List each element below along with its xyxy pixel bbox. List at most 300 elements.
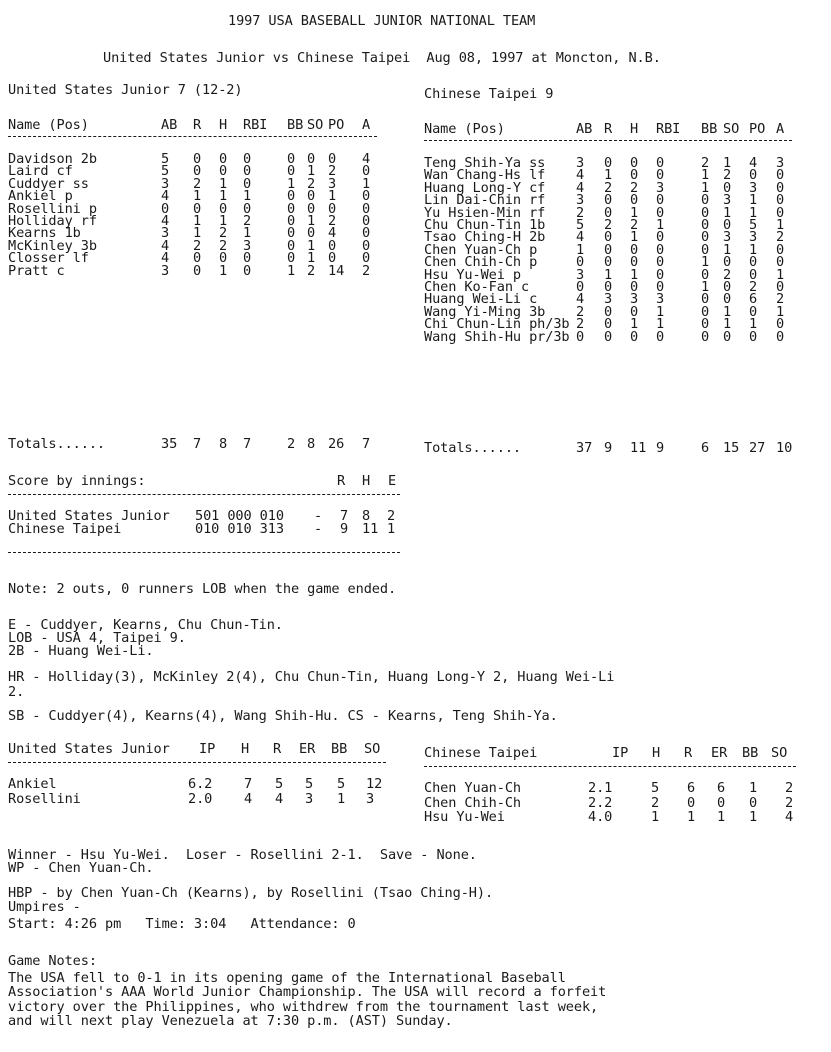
usa-col-header-h: H bbox=[219, 117, 228, 133]
usa-player-rbi: 1 bbox=[243, 188, 252, 205]
tpe-player-r: 0 bbox=[604, 204, 613, 221]
usa-pitching-h: 7 bbox=[244, 776, 253, 792]
usa-player-h: 0 bbox=[219, 163, 228, 180]
usa-player-po: 2 bbox=[328, 163, 337, 180]
usa-pitching-col-so: SO bbox=[364, 741, 381, 757]
usa-player-h: 0 bbox=[219, 200, 228, 217]
usa-player-ab: 3 bbox=[161, 175, 170, 192]
tpe-player-rbi: 0 bbox=[656, 266, 665, 283]
tpe-player-rbi: 0 bbox=[656, 328, 665, 345]
usa-player-r: 2 bbox=[193, 237, 202, 254]
tpe-pitching-er: 0 bbox=[717, 794, 726, 811]
usa-player-ab: 5 bbox=[161, 151, 170, 167]
usa-player-h: 1 bbox=[219, 213, 228, 229]
tpe-player-rbi: 0 bbox=[656, 254, 665, 271]
usa-player-r: 0 bbox=[193, 151, 202, 167]
tpe-pitching-ip: 4.0 bbox=[588, 809, 613, 825]
tpe-player-a: 0 bbox=[776, 328, 785, 345]
tpe-player-rbi: 0 bbox=[656, 279, 665, 295]
usa-pitching-r: 5 bbox=[275, 776, 284, 792]
usa-player-so: 2 bbox=[307, 262, 316, 279]
usa-player-r: 1 bbox=[193, 225, 202, 242]
linescore-hits: 8 bbox=[362, 508, 371, 524]
tpe-player-so: 0 bbox=[723, 217, 732, 233]
tpe-player-h: 0 bbox=[630, 192, 639, 209]
tpe-pitching-bb: 1 bbox=[749, 780, 758, 796]
usa-player-a: 0 bbox=[362, 188, 371, 205]
usa-player-bb: 0 bbox=[287, 213, 296, 229]
tpe-player-bb: 0 bbox=[701, 204, 710, 221]
tpe-pitching-col-er: ER bbox=[711, 745, 728, 761]
usa-player-name: Ankiel p bbox=[8, 188, 73, 205]
detail-homeruns: HR - Holliday(3), McKinley 2(4), Chu Chun-Tin, Huang Long-Y 2, Huang Wei-Li bbox=[8, 669, 615, 685]
usa-player-po: 1 bbox=[328, 188, 337, 205]
tpe-pitching-col-h: H bbox=[652, 745, 661, 761]
usa-player-ab: 4 bbox=[161, 237, 170, 254]
tpe-col-header-a: A bbox=[776, 121, 785, 137]
usa-team-line: United States Junior 7 (12-2) bbox=[8, 82, 243, 98]
tpe-player-bb: 0 bbox=[701, 241, 710, 258]
tpe-player-po: 0 bbox=[749, 167, 758, 184]
usa-player-so: 0 bbox=[307, 225, 316, 242]
linescore-hits: 11 bbox=[362, 521, 379, 537]
usa-totals-label: Totals...... bbox=[8, 436, 106, 452]
tpe-player-ab: 3 bbox=[576, 266, 585, 283]
usa-col-header-po: PO bbox=[328, 117, 345, 133]
tpe-player-rbi: 0 bbox=[656, 155, 665, 171]
tpe-pitching-er: 6 bbox=[717, 780, 726, 796]
usa-player-ab: 0 bbox=[161, 200, 170, 217]
tpe-player-so: 3 bbox=[723, 229, 732, 246]
tpe-player-so: 1 bbox=[723, 316, 732, 333]
tpe-player-a: 0 bbox=[776, 279, 785, 295]
tpe-player-ab: 0 bbox=[576, 254, 585, 271]
detail-doubles: 2B - Huang Wei-Li. bbox=[8, 643, 154, 659]
tpe-player-r: 0 bbox=[604, 155, 613, 171]
game-notes-line-1: The USA fell to 0-1 in its opening game of the International Baseball bbox=[8, 970, 566, 986]
tpe-player-name: Tsao Ching-H 2b bbox=[424, 229, 546, 246]
tpe-team-line: Chinese Taipei 9 bbox=[424, 86, 554, 102]
tpe-player-name: Lin Dai-Chin rf bbox=[424, 192, 546, 209]
tpe-player-so: 1 bbox=[723, 204, 732, 221]
usa-player-po: 4 bbox=[328, 225, 337, 242]
tpe-player-a: 1 bbox=[776, 303, 785, 320]
tpe-player-bb: 1 bbox=[701, 279, 710, 295]
usa-player-h: 2 bbox=[219, 225, 228, 242]
usa-player-r: 0 bbox=[193, 163, 202, 180]
usa-pitching-er: 5 bbox=[305, 776, 314, 792]
usa-player-name: Laird cf bbox=[8, 163, 73, 180]
tpe-pitching-pitcher: Hsu Yu-Wei bbox=[424, 809, 505, 825]
tpe-totals-a: 10 bbox=[776, 440, 793, 456]
tpe-totals-bb: 6 bbox=[701, 440, 710, 456]
tpe-col-header-so: SO bbox=[723, 121, 740, 137]
usa-player-bb: 1 bbox=[287, 175, 296, 192]
usa-col-header-ab: AB bbox=[161, 117, 178, 133]
usa-player-po: 0 bbox=[328, 200, 337, 217]
usa-player-bb: 0 bbox=[287, 200, 296, 217]
usa-pitching-so: 3 bbox=[366, 790, 375, 807]
tpe-player-rbi: 1 bbox=[656, 316, 665, 333]
tpe-player-a: 3 bbox=[776, 155, 785, 171]
usa-player-ab: 4 bbox=[161, 213, 170, 229]
tpe-player-h: 0 bbox=[630, 328, 639, 345]
tpe-pitching-h: 5 bbox=[651, 780, 660, 796]
tpe-pitching-r: 6 bbox=[687, 780, 696, 796]
tpe-player-ab: 4 bbox=[576, 179, 585, 196]
tpe-player-ab: 3 bbox=[576, 192, 585, 209]
tpe-pitching-col-bb: BB bbox=[742, 745, 759, 761]
tpe-pitching-col-r: R bbox=[684, 745, 693, 761]
tpe-player-bb: 2 bbox=[701, 155, 710, 171]
usa-player-name: Cuddyer ss bbox=[8, 175, 89, 192]
tpe-pitching-ip: 2.2 bbox=[588, 794, 613, 811]
tpe-player-r: 3 bbox=[604, 291, 613, 308]
tpe-pitching-er: 1 bbox=[717, 809, 726, 825]
game-notes-line-4: and will next play Venezuela at 7:30 p.m. (AST) Sunday. bbox=[8, 1013, 453, 1029]
tpe-player-bb: 0 bbox=[701, 316, 710, 333]
usa-totals-rbi: 7 bbox=[243, 436, 252, 452]
usa-pitching-er: 3 bbox=[305, 790, 314, 807]
usa-player-a: 1 bbox=[362, 175, 371, 192]
tpe-player-ab: 4 bbox=[576, 291, 585, 308]
usa-totals-so: 8 bbox=[307, 436, 316, 452]
tpe-pitching-col-so: SO bbox=[771, 745, 788, 761]
tpe-player-po: 1 bbox=[749, 192, 758, 209]
tpe-player-h: 2 bbox=[630, 217, 639, 233]
game-notes-heading: Game Notes: bbox=[8, 953, 97, 969]
tpe-player-bb: 0 bbox=[701, 328, 710, 345]
tpe-player-po: 3 bbox=[749, 229, 758, 246]
tpe-player-bb: 0 bbox=[701, 217, 710, 233]
tpe-pitching-r: 1 bbox=[687, 809, 696, 825]
usa-player-bb: 0 bbox=[287, 225, 296, 242]
tpe-player-so: 3 bbox=[723, 192, 732, 209]
tpe-player-bb: 1 bbox=[701, 167, 710, 184]
tpe-pitching-ip: 2.1 bbox=[588, 780, 613, 796]
tpe-totals-r: 9 bbox=[604, 440, 613, 456]
tpe-player-rbi: 0 bbox=[656, 167, 665, 184]
decisions-line: Winner - Hsu Yu-Wei. Loser - Rosellini 2-1. Save - None. bbox=[8, 847, 477, 863]
tpe-player-h: 1 bbox=[630, 204, 639, 221]
tpe-player-name: Chi Chun-Lin ph/3b bbox=[424, 316, 570, 333]
tpe-player-rbi: 1 bbox=[656, 303, 665, 320]
tpe-player-a: 0 bbox=[776, 179, 785, 196]
usa-player-name: Rosellini p bbox=[8, 200, 97, 217]
game-notes-line-3: victory over the Philippines, who withdrew from the tournament last week, bbox=[8, 999, 599, 1015]
usa-player-rbi: 0 bbox=[243, 163, 252, 180]
usa-player-a: 2 bbox=[362, 262, 371, 279]
tpe-totals-so: 15 bbox=[723, 440, 740, 456]
tpe-player-r: 0 bbox=[604, 328, 613, 345]
usa-pitching-bb: 1 bbox=[337, 790, 346, 807]
usa-player-a: 0 bbox=[362, 225, 371, 242]
tpe-player-po: 0 bbox=[749, 303, 758, 320]
usa-player-h: 0 bbox=[219, 151, 228, 167]
linescore-errors: 2 bbox=[387, 508, 396, 524]
tpe-totals-label: Totals...... bbox=[424, 440, 522, 456]
tpe-player-name: Chu Chun-Tin 1b bbox=[424, 217, 546, 233]
tpe-player-name: Wang Yi-Ming 3b bbox=[424, 303, 546, 320]
usa-pitching-col-er: ER bbox=[299, 741, 316, 757]
tpe-player-so: 1 bbox=[723, 155, 732, 171]
tpe-player-po: 3 bbox=[749, 179, 758, 196]
tpe-player-name: Yu Hsien-Min rf bbox=[424, 204, 546, 221]
usa-pitching-r: 4 bbox=[275, 790, 284, 807]
tpe-player-name: Chen Yuan-Ch p bbox=[424, 241, 538, 258]
tpe-player-bb: 0 bbox=[701, 229, 710, 246]
tpe-player-po: 6 bbox=[749, 291, 758, 308]
tpe-player-so: 2 bbox=[723, 266, 732, 283]
usa-player-rbi: 3 bbox=[243, 237, 252, 254]
usa-player-bb: 0 bbox=[287, 163, 296, 180]
tpe-player-po: 1 bbox=[749, 204, 758, 221]
tpe-player-ab: 2 bbox=[576, 204, 585, 221]
tpe-player-ab: 4 bbox=[576, 167, 585, 184]
usa-player-a: 0 bbox=[362, 250, 371, 267]
usa-player-r: 1 bbox=[193, 188, 202, 205]
tpe-player-r: 0 bbox=[604, 316, 613, 333]
umpires-line: Umpires - bbox=[8, 899, 81, 915]
usa-player-a: 0 bbox=[362, 237, 371, 254]
usa-totals-bb: 2 bbox=[287, 436, 296, 452]
tpe-player-r: 0 bbox=[604, 229, 613, 246]
tpe-pitching-rule bbox=[424, 766, 796, 767]
tpe-player-r: 0 bbox=[604, 279, 613, 295]
tpe-player-r: 0 bbox=[604, 241, 613, 258]
linescore-top-rule bbox=[8, 494, 400, 495]
tpe-player-so: 2 bbox=[723, 167, 732, 184]
usa-pitching-team-label: United States Junior bbox=[8, 741, 170, 757]
tpe-player-name: Huang Long-Y cf bbox=[424, 179, 546, 196]
tpe-player-a: 0 bbox=[776, 316, 785, 333]
tpe-player-h: 0 bbox=[630, 155, 639, 171]
tpe-pitching-col-ip: IP bbox=[612, 745, 629, 761]
tpe-player-po: 5 bbox=[749, 217, 758, 233]
usa-player-so: 0 bbox=[307, 188, 316, 205]
linescore-dash: - bbox=[314, 521, 323, 537]
tpe-player-bb: 0 bbox=[701, 291, 710, 308]
linescore-team: United States Junior bbox=[8, 508, 170, 524]
usa-player-name: Closser lf bbox=[8, 250, 89, 267]
usa-totals-r: 7 bbox=[193, 436, 202, 452]
tpe-player-po: 0 bbox=[749, 328, 758, 345]
usa-header-rule bbox=[8, 136, 377, 137]
usa-player-so: 1 bbox=[307, 163, 316, 180]
usa-player-a: 4 bbox=[362, 151, 371, 167]
tpe-player-h: 3 bbox=[630, 291, 639, 308]
tpe-player-h: 1 bbox=[630, 316, 639, 333]
linescore-bottom-rule bbox=[8, 552, 400, 553]
tpe-player-name: Chen Ko-Fan c bbox=[424, 279, 530, 295]
usa-totals-h: 8 bbox=[219, 436, 228, 452]
tpe-player-h: 0 bbox=[630, 303, 639, 320]
usa-player-rbi: 1 bbox=[243, 225, 252, 242]
usa-player-bb: 0 bbox=[287, 250, 296, 267]
tpe-pitching-bb: 0 bbox=[749, 794, 758, 811]
linescore-header-h: H bbox=[362, 473, 371, 489]
tpe-player-name: Wan Chang-Hs lf bbox=[424, 167, 546, 184]
tpe-player-name: Huang Wei-Li c bbox=[424, 291, 538, 308]
tpe-player-po: 2 bbox=[749, 279, 758, 295]
usa-col-header-rbi: RBI bbox=[243, 117, 268, 133]
usa-player-so: 2 bbox=[307, 175, 316, 192]
usa-player-bb: 1 bbox=[287, 262, 296, 279]
tpe-player-h: 2 bbox=[630, 179, 639, 196]
linescore-team: Chinese Taipei bbox=[8, 521, 122, 537]
usa-player-po: 2 bbox=[328, 213, 337, 229]
tpe-pitching-pitcher: Chen Chih-Ch bbox=[424, 794, 522, 811]
tpe-player-bb: 0 bbox=[701, 303, 710, 320]
tpe-player-name: Hsu Yu-Wei p bbox=[424, 266, 522, 283]
usa-player-name: McKinley 3b bbox=[8, 237, 97, 254]
tpe-player-r: 0 bbox=[604, 303, 613, 320]
tpe-player-ab: 0 bbox=[576, 328, 585, 345]
tpe-pitching-so: 2 bbox=[785, 794, 794, 811]
report-title: 1997 USA BASEBALL JUNIOR NATIONAL TEAM bbox=[228, 13, 536, 29]
usa-player-po: 0 bbox=[328, 237, 337, 254]
tpe-player-name: Wang Shih-Hu pr/3b bbox=[424, 328, 570, 345]
linescore-innings: 010 010 313 bbox=[195, 521, 284, 537]
tpe-player-po: 4 bbox=[749, 155, 758, 171]
tpe-player-bb: 1 bbox=[701, 179, 710, 196]
usa-pitching-pitcher: Ankiel bbox=[8, 776, 57, 792]
tpe-player-rbi: 1 bbox=[656, 217, 665, 233]
tpe-player-ab: 2 bbox=[576, 303, 585, 320]
tpe-player-h: 1 bbox=[630, 266, 639, 283]
tpe-pitching-h: 2 bbox=[651, 794, 660, 811]
tpe-player-h: 0 bbox=[630, 254, 639, 271]
tpe-player-h: 0 bbox=[630, 241, 639, 258]
linescore-header-e: E bbox=[388, 473, 397, 489]
tpe-player-r: 2 bbox=[604, 179, 613, 196]
tpe-player-ab: 1 bbox=[576, 241, 585, 258]
usa-player-rbi: 2 bbox=[243, 213, 252, 229]
usa-player-po: 0 bbox=[328, 250, 337, 267]
tpe-player-name: Chen Chih-Ch p bbox=[424, 254, 538, 271]
usa-player-rbi: 0 bbox=[243, 175, 252, 192]
tpe-player-a: 0 bbox=[776, 192, 785, 209]
tpe-player-so: 0 bbox=[723, 328, 732, 345]
tpe-player-rbi: 0 bbox=[656, 192, 665, 209]
tpe-col-header-h: H bbox=[630, 121, 639, 137]
tpe-player-a: 0 bbox=[776, 241, 785, 258]
usa-player-ab: 3 bbox=[161, 262, 170, 279]
tpe-player-po: 1 bbox=[749, 316, 758, 333]
usa-player-h: 1 bbox=[219, 262, 228, 279]
usa-totals-a: 7 bbox=[362, 436, 371, 452]
tpe-player-h: 1 bbox=[630, 229, 639, 246]
usa-player-po: 3 bbox=[328, 175, 337, 192]
usa-player-r: 0 bbox=[193, 200, 202, 217]
usa-player-a: 0 bbox=[362, 200, 371, 217]
usa-pitching-h: 4 bbox=[244, 790, 253, 807]
usa-player-h: 2 bbox=[219, 237, 228, 254]
tpe-player-a: 0 bbox=[776, 167, 785, 184]
tpe-player-a: 0 bbox=[776, 204, 785, 221]
usa-player-h: 0 bbox=[219, 250, 228, 267]
usa-player-bb: 0 bbox=[287, 151, 296, 167]
tpe-player-rbi: 0 bbox=[656, 204, 665, 221]
tpe-player-rbi: 0 bbox=[656, 229, 665, 246]
tpe-col-header-bb: BB bbox=[701, 121, 718, 137]
tpe-player-a: 2 bbox=[776, 291, 785, 308]
usa-player-h: 1 bbox=[219, 188, 228, 205]
tpe-player-po: 0 bbox=[749, 266, 758, 283]
linescore-innings: 501 000 010 bbox=[195, 508, 284, 524]
usa-pitching-so: 12 bbox=[366, 776, 383, 792]
usa-player-name: Davidson 2b bbox=[8, 151, 97, 167]
tpe-pitching-h: 1 bbox=[651, 809, 660, 825]
tpe-col-header-r: R bbox=[604, 121, 613, 137]
tpe-player-a: 1 bbox=[776, 266, 785, 283]
usa-player-so: 1 bbox=[307, 213, 316, 229]
tpe-col-header-ab: AB bbox=[576, 121, 593, 137]
usa-col-header-so: SO bbox=[307, 117, 324, 133]
usa-col-header-r: R bbox=[193, 117, 202, 133]
tpe-pitching-so: 2 bbox=[785, 780, 794, 796]
usa-player-r: 2 bbox=[193, 175, 202, 192]
tpe-pitching-team-label: Chinese Taipei bbox=[424, 745, 538, 761]
usa-player-so: 0 bbox=[307, 151, 316, 167]
usa-player-r: 1 bbox=[193, 213, 202, 229]
usa-player-r: 0 bbox=[193, 262, 202, 279]
tpe-player-a: 1 bbox=[776, 217, 785, 233]
usa-player-rbi: 0 bbox=[243, 262, 252, 279]
tpe-player-r: 2 bbox=[604, 217, 613, 233]
tpe-totals-po: 27 bbox=[749, 440, 766, 456]
usa-player-ab: 3 bbox=[161, 225, 170, 242]
tpe-player-bb: 0 bbox=[701, 192, 710, 209]
usa-player-rbi: 0 bbox=[243, 250, 252, 267]
usa-pitching-rule bbox=[8, 762, 386, 763]
tpe-player-rbi: 0 bbox=[656, 241, 665, 258]
tpe-totals-rbi: 9 bbox=[656, 440, 665, 456]
usa-pitching-col-bb: BB bbox=[331, 741, 348, 757]
tpe-player-bb: 1 bbox=[701, 254, 710, 271]
tpe-pitching-so: 4 bbox=[785, 809, 794, 825]
tpe-player-a: 2 bbox=[776, 229, 785, 246]
tpe-player-ab: 3 bbox=[576, 155, 585, 171]
usa-pitching-ip: 6.2 bbox=[188, 776, 213, 792]
tpe-pitching-r: 0 bbox=[687, 794, 696, 811]
usa-player-a: 0 bbox=[362, 213, 371, 229]
detail-stolen-bases: SB - Cuddyer(4), Kearns(4), Wang Shih-Hu. CS - Kearns, Teng Shih-Ya. bbox=[8, 708, 558, 724]
detail-lob: LOB - USA 4, Taipei 9. bbox=[8, 630, 186, 646]
game-end-note: Note: 2 outs, 0 runners LOB when the game ended. bbox=[8, 581, 397, 597]
tpe-player-h: 0 bbox=[630, 279, 639, 295]
linescore-runs: 7 bbox=[340, 508, 349, 524]
usa-player-bb: 0 bbox=[287, 188, 296, 205]
hit-by-pitch-line: HBP - by Chen Yuan-Ch (Kearns), by Rosellini (Tsao Ching-H). bbox=[8, 885, 494, 901]
detail-homeruns-cont: 2. bbox=[8, 684, 25, 700]
tpe-player-so: 1 bbox=[723, 241, 732, 258]
linescore-errors: 1 bbox=[387, 521, 396, 537]
tpe-player-so: 0 bbox=[723, 279, 732, 295]
usa-totals-po: 26 bbox=[328, 436, 345, 452]
linescore-runs: 9 bbox=[340, 521, 349, 537]
linescore-label: Score by innings: bbox=[8, 473, 146, 489]
tpe-player-so: 0 bbox=[723, 254, 732, 271]
usa-player-po: 0 bbox=[328, 151, 337, 167]
tpe-player-so: 0 bbox=[723, 291, 732, 308]
usa-player-so: 1 bbox=[307, 250, 316, 267]
usa-player-ab: 4 bbox=[161, 250, 170, 267]
tpe-player-so: 0 bbox=[723, 179, 732, 196]
wild-pitch-line: WP - Chen Yuan-Ch. bbox=[8, 860, 154, 876]
usa-col-header-bb: BB bbox=[287, 117, 304, 133]
tpe-player-so: 1 bbox=[723, 303, 732, 320]
